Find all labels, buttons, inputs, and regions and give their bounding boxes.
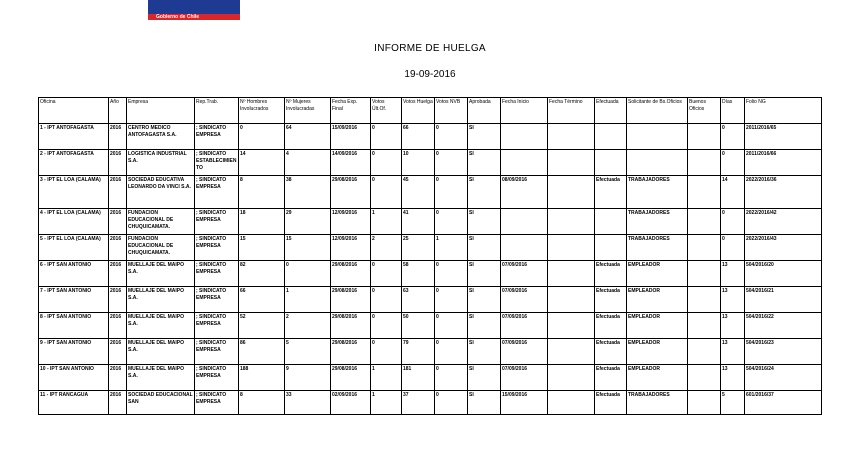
column-header: Votos NVB	[435, 98, 468, 124]
table-cell: 14	[239, 150, 285, 176]
column-header: Folio NG	[745, 98, 822, 124]
table-row	[39, 150, 822, 176]
table-cell	[688, 313, 721, 339]
table-row	[39, 124, 822, 150]
table-cell: SI	[468, 287, 501, 313]
table-cell: 15	[285, 235, 331, 261]
table-cell: 0	[435, 209, 468, 235]
table-cell: 8 - IPT SAN ANTONIO	[39, 313, 109, 339]
table-cell: 8	[239, 391, 285, 415]
table-cell: 2016	[109, 124, 127, 150]
table-cell: MUELLAJE DEL MAIPO S.A.	[127, 365, 195, 391]
table-cell	[595, 209, 627, 235]
table-cell: 4	[285, 150, 331, 176]
table-cell: 37	[402, 391, 435, 415]
table-cell: 0	[371, 261, 402, 287]
table-cell: 0	[239, 124, 285, 150]
table-cell: 58	[402, 261, 435, 287]
table-cell: Efectuada	[595, 365, 627, 391]
table-cell: 07/09/2016	[501, 339, 548, 365]
table-cell: 2016	[109, 339, 127, 365]
table-cell	[688, 209, 721, 235]
table-cell: 0	[371, 176, 402, 209]
table-cell: 0	[721, 124, 745, 150]
strike-report-table	[38, 97, 822, 415]
table-cell: 50	[402, 313, 435, 339]
table-cell: 66	[239, 287, 285, 313]
table-cell	[548, 261, 595, 287]
column-header: Año	[109, 98, 127, 124]
table-cell: 7 - IPT SAN ANTONIO	[39, 287, 109, 313]
table-cell: 07/09/2016	[501, 261, 548, 287]
table-cell: 12/09/2016	[331, 209, 371, 235]
table-cell: SI	[468, 313, 501, 339]
table-cell: 29/08/2016	[331, 176, 371, 209]
table-cell: SI	[468, 150, 501, 176]
table-cell: 5 - IPT EL LOA (CALAMA)	[39, 235, 109, 261]
table-cell: TRABAJADORES	[627, 209, 688, 235]
table-cell: 15/09/2016	[331, 124, 371, 150]
table-cell: Efectuada	[595, 261, 627, 287]
table-cell: 6 - IPT SAN ANTONIO	[39, 261, 109, 287]
table-cell: 0	[435, 287, 468, 313]
table-cell: MUELLAJE DEL MAIPO S.A.	[127, 287, 195, 313]
table-cell: MUELLAJE DEL MAIPO S.A.	[127, 313, 195, 339]
table-cell: 2016	[109, 391, 127, 415]
table-cell: 0	[721, 209, 745, 235]
table-cell: 15/09/2016	[501, 391, 548, 415]
table-cell	[688, 339, 721, 365]
table-cell: 8	[239, 176, 285, 209]
table-cell: ; SINDICATO EMPRESA	[195, 176, 239, 209]
column-header: Votos Huelga	[402, 98, 435, 124]
table-cell: 86	[239, 339, 285, 365]
table-cell	[595, 235, 627, 261]
table-cell: 2016	[109, 209, 127, 235]
table-cell: 1	[371, 391, 402, 415]
table-row	[39, 365, 822, 391]
table-cell: 11 - IPT RANCAGUA	[39, 391, 109, 415]
table-cell: Efectuada	[595, 339, 627, 365]
table-cell	[548, 339, 595, 365]
table-row	[39, 339, 822, 365]
table-cell	[548, 209, 595, 235]
table-cell: 29/08/2016	[331, 339, 371, 365]
table-cell: 0	[371, 339, 402, 365]
table-cell: ; SINDICATO EMPRESA	[195, 287, 239, 313]
table-cell: SI	[468, 235, 501, 261]
table-cell: 2 - IPT ANTOFAGASTA	[39, 150, 109, 176]
table-cell: 2016	[109, 176, 127, 209]
table-cell: 41	[402, 209, 435, 235]
table-cell: 504/2016/22	[745, 313, 822, 339]
table-cell: ; SINDICATO EMPRESA	[195, 261, 239, 287]
table-cell: 2016	[109, 365, 127, 391]
table-cell: 601/2016/37	[745, 391, 822, 415]
table-cell: 1	[435, 235, 468, 261]
table-cell: 29	[285, 209, 331, 235]
table-cell: 15	[239, 235, 285, 261]
table-cell	[595, 150, 627, 176]
table-cell: MUELLAJE DEL MAIPO S.A.	[127, 339, 195, 365]
table-cell: Efectuada	[595, 313, 627, 339]
column-header: Empresa	[127, 98, 195, 124]
table-cell: SI	[468, 391, 501, 415]
column-header: Votos Últ.Of.	[371, 98, 402, 124]
table-cell	[548, 124, 595, 150]
table-cell: 33	[285, 391, 331, 415]
table-cell: SI	[468, 176, 501, 209]
table-cell: 0	[435, 339, 468, 365]
table-cell: 181	[402, 365, 435, 391]
table-cell: Efectuada	[595, 176, 627, 209]
table-cell	[627, 124, 688, 150]
table-cell	[548, 150, 595, 176]
table-cell: SI	[468, 261, 501, 287]
table-cell: 9	[285, 365, 331, 391]
table-cell: 0	[371, 150, 402, 176]
table-cell: 1	[285, 287, 331, 313]
table-cell	[501, 235, 548, 261]
table-cell: 82	[239, 261, 285, 287]
table-cell	[688, 176, 721, 209]
table-cell: 63	[402, 287, 435, 313]
table-cell: 52	[239, 313, 285, 339]
table-cell: ; SINDICATO EMPRESA	[195, 339, 239, 365]
table-cell: ; SINDICATO EMPRESA	[195, 313, 239, 339]
table-cell: 504/2016/23	[745, 339, 822, 365]
table-cell: 13	[721, 287, 745, 313]
column-header: Solicitante de Bs.Oficios	[627, 98, 688, 124]
table-cell: TRABAJADORES	[627, 176, 688, 209]
table-cell: 79	[402, 339, 435, 365]
table-cell: 02/09/2016	[331, 391, 371, 415]
table-cell: EMPLEADOR	[627, 313, 688, 339]
table-cell: 64	[285, 124, 331, 150]
table-cell: SOCIEDAD EDUCATIVA LEONARDO DA VINCI S.A.	[127, 176, 195, 209]
table-cell: 0	[371, 124, 402, 150]
table-cell: 08/09/2016	[501, 176, 548, 209]
table-cell: CENTRO MEDICO ANTOFAGASTA S.A.	[127, 124, 195, 150]
table-cell: SI	[468, 365, 501, 391]
table-cell: LOGISTICA INDUSTRIAL S.A.	[127, 150, 195, 176]
table-cell: SI	[468, 339, 501, 365]
column-header: Oficina	[39, 98, 109, 124]
table-row	[39, 391, 822, 415]
table-cell	[688, 124, 721, 150]
table-cell: ; SINDICATO EMPRESA	[195, 124, 239, 150]
table-cell: 1 - IPT ANTOFAGASTA	[39, 124, 109, 150]
table-cell: 14/09/2016	[331, 150, 371, 176]
table-header-row	[39, 98, 822, 124]
table-cell: 0	[435, 313, 468, 339]
table-cell: 0	[371, 287, 402, 313]
table-cell: 13	[721, 339, 745, 365]
table-cell: ; SINDICATO EMPRESA	[195, 365, 239, 391]
table-cell: 13	[721, 365, 745, 391]
table-cell: 2	[371, 235, 402, 261]
table-cell: 0	[435, 150, 468, 176]
table-cell: EMPLEADOR	[627, 287, 688, 313]
table-cell: 07/09/2016	[501, 365, 548, 391]
table-row	[39, 261, 822, 287]
table-cell: 14	[721, 176, 745, 209]
table-cell: 2016	[109, 261, 127, 287]
table-cell: 504/2016/20	[745, 261, 822, 287]
table-cell: SOCIEDAD EDUCACIONAL SAN	[127, 391, 195, 415]
column-header: Efectuada	[595, 98, 627, 124]
table-row	[39, 176, 822, 209]
table-cell: 2022/2016/36	[745, 176, 822, 209]
table-cell	[501, 124, 548, 150]
table-cell: EMPLEADOR	[627, 339, 688, 365]
table-cell: 2011/2016/66	[745, 150, 822, 176]
table-cell: 29/08/2016	[331, 313, 371, 339]
table-cell: 188	[239, 365, 285, 391]
table-cell: EMPLEADOR	[627, 365, 688, 391]
table-cell: 1	[371, 365, 402, 391]
table-cell: 3 - IPT EL LOA (CALAMA)	[39, 176, 109, 209]
column-header: Rep.Trab.	[195, 98, 239, 124]
table-cell: 0	[435, 365, 468, 391]
table-cell: 2011/2016/65	[745, 124, 822, 150]
table-cell: 0	[721, 150, 745, 176]
table-row	[39, 209, 822, 235]
table-cell: 29/08/2016	[331, 261, 371, 287]
table-cell: 29/08/2016	[331, 287, 371, 313]
table-cell: 2	[285, 313, 331, 339]
table-cell: 07/09/2016	[501, 313, 548, 339]
table-cell	[501, 150, 548, 176]
table-cell: 9 - IPT SAN ANTONIO	[39, 339, 109, 365]
table-cell	[501, 209, 548, 235]
table-cell: Efectuada	[595, 391, 627, 415]
table-cell: 66	[402, 124, 435, 150]
table-cell: 504/2016/21	[745, 287, 822, 313]
table-cell	[548, 313, 595, 339]
table-cell	[548, 287, 595, 313]
table-cell: 12/09/2016	[331, 235, 371, 261]
table-cell: 29/08/2016	[331, 365, 371, 391]
table-cell	[688, 261, 721, 287]
table-cell: 504/2016/24	[745, 365, 822, 391]
table-cell: Efectuada	[595, 287, 627, 313]
table-cell: ; SINDICATO EMPRESA	[195, 235, 239, 261]
column-header: Días	[721, 98, 745, 124]
report-date: 19-09-2016	[404, 69, 456, 80]
table-cell: ; SINDICATO ESTABLECIMIENTO	[195, 150, 239, 176]
table-cell: 2016	[109, 150, 127, 176]
column-header: Fecha Término	[548, 98, 595, 124]
table-cell	[548, 365, 595, 391]
table-cell: 2022/2016/42	[745, 209, 822, 235]
table-cell	[688, 391, 721, 415]
table-cell: 10	[402, 150, 435, 176]
table-cell	[595, 124, 627, 150]
table-cell	[688, 365, 721, 391]
table-cell: 38	[285, 176, 331, 209]
table-cell	[688, 150, 721, 176]
table-cell: TRABAJADORES	[627, 391, 688, 415]
table-cell: EMPLEADOR	[627, 261, 688, 287]
table-cell	[688, 287, 721, 313]
column-header: Nº Hombres Involucrados	[239, 98, 285, 124]
table-cell: 5	[721, 391, 745, 415]
column-header: Fecha Inicio	[501, 98, 548, 124]
table-cell	[548, 391, 595, 415]
table-cell: 07/09/2016	[501, 287, 548, 313]
table-cell: 4 - IPT EL LOA (CALAMA)	[39, 209, 109, 235]
table-cell: 2016	[109, 287, 127, 313]
table-cell: 2022/2016/43	[745, 235, 822, 261]
government-logo-label: Gobierno de Chile	[156, 14, 200, 20]
table-cell: 13	[721, 313, 745, 339]
table-cell	[548, 176, 595, 209]
government-logo	[148, 0, 240, 14]
report-title: INFORME DE HUELGA	[374, 43, 486, 54]
table-row	[39, 287, 822, 313]
table-cell: FUNDACION EDUCACIONAL DE CHUQUICAMATA.	[127, 235, 195, 261]
table-cell: 0	[435, 176, 468, 209]
table-cell	[548, 235, 595, 261]
table-row	[39, 235, 822, 261]
table-cell: 2016	[109, 235, 127, 261]
table-cell: MUELLAJE DEL MAIPO S.A.	[127, 261, 195, 287]
table-cell: 13	[721, 261, 745, 287]
table-cell: SI	[468, 124, 501, 150]
table-cell: ; SINDICATO EMPRESA	[195, 209, 239, 235]
column-header: Buenos Oficios	[688, 98, 721, 124]
table-cell: 5	[285, 339, 331, 365]
table-cell: 25	[402, 235, 435, 261]
table-cell: TRABAJADORES	[627, 235, 688, 261]
column-header: Aprobada	[468, 98, 501, 124]
table-cell	[627, 150, 688, 176]
table-cell: FUNDACION EDUCACIONAL DE CHUQUICAMATA.	[127, 209, 195, 235]
table-cell: 0	[435, 124, 468, 150]
table-cell: 0	[721, 235, 745, 261]
table-row	[39, 313, 822, 339]
table-cell: ; SINDICATO EMPRESA	[195, 391, 239, 415]
table-cell: 0	[371, 313, 402, 339]
column-header: Nº Mujeres Involucradas	[285, 98, 331, 124]
column-header: Fecha Exp. Final	[331, 98, 371, 124]
table-cell: 2016	[109, 313, 127, 339]
table-cell: 0	[435, 261, 468, 287]
table-cell: 45	[402, 176, 435, 209]
table-cell: 0	[435, 391, 468, 415]
table-cell: 10 - IPT SAN ANTONIO	[39, 365, 109, 391]
table-cell	[688, 235, 721, 261]
table-cell: 18	[239, 209, 285, 235]
table-cell: SI	[468, 209, 501, 235]
table-cell: 1	[371, 209, 402, 235]
table-cell: 0	[285, 261, 331, 287]
